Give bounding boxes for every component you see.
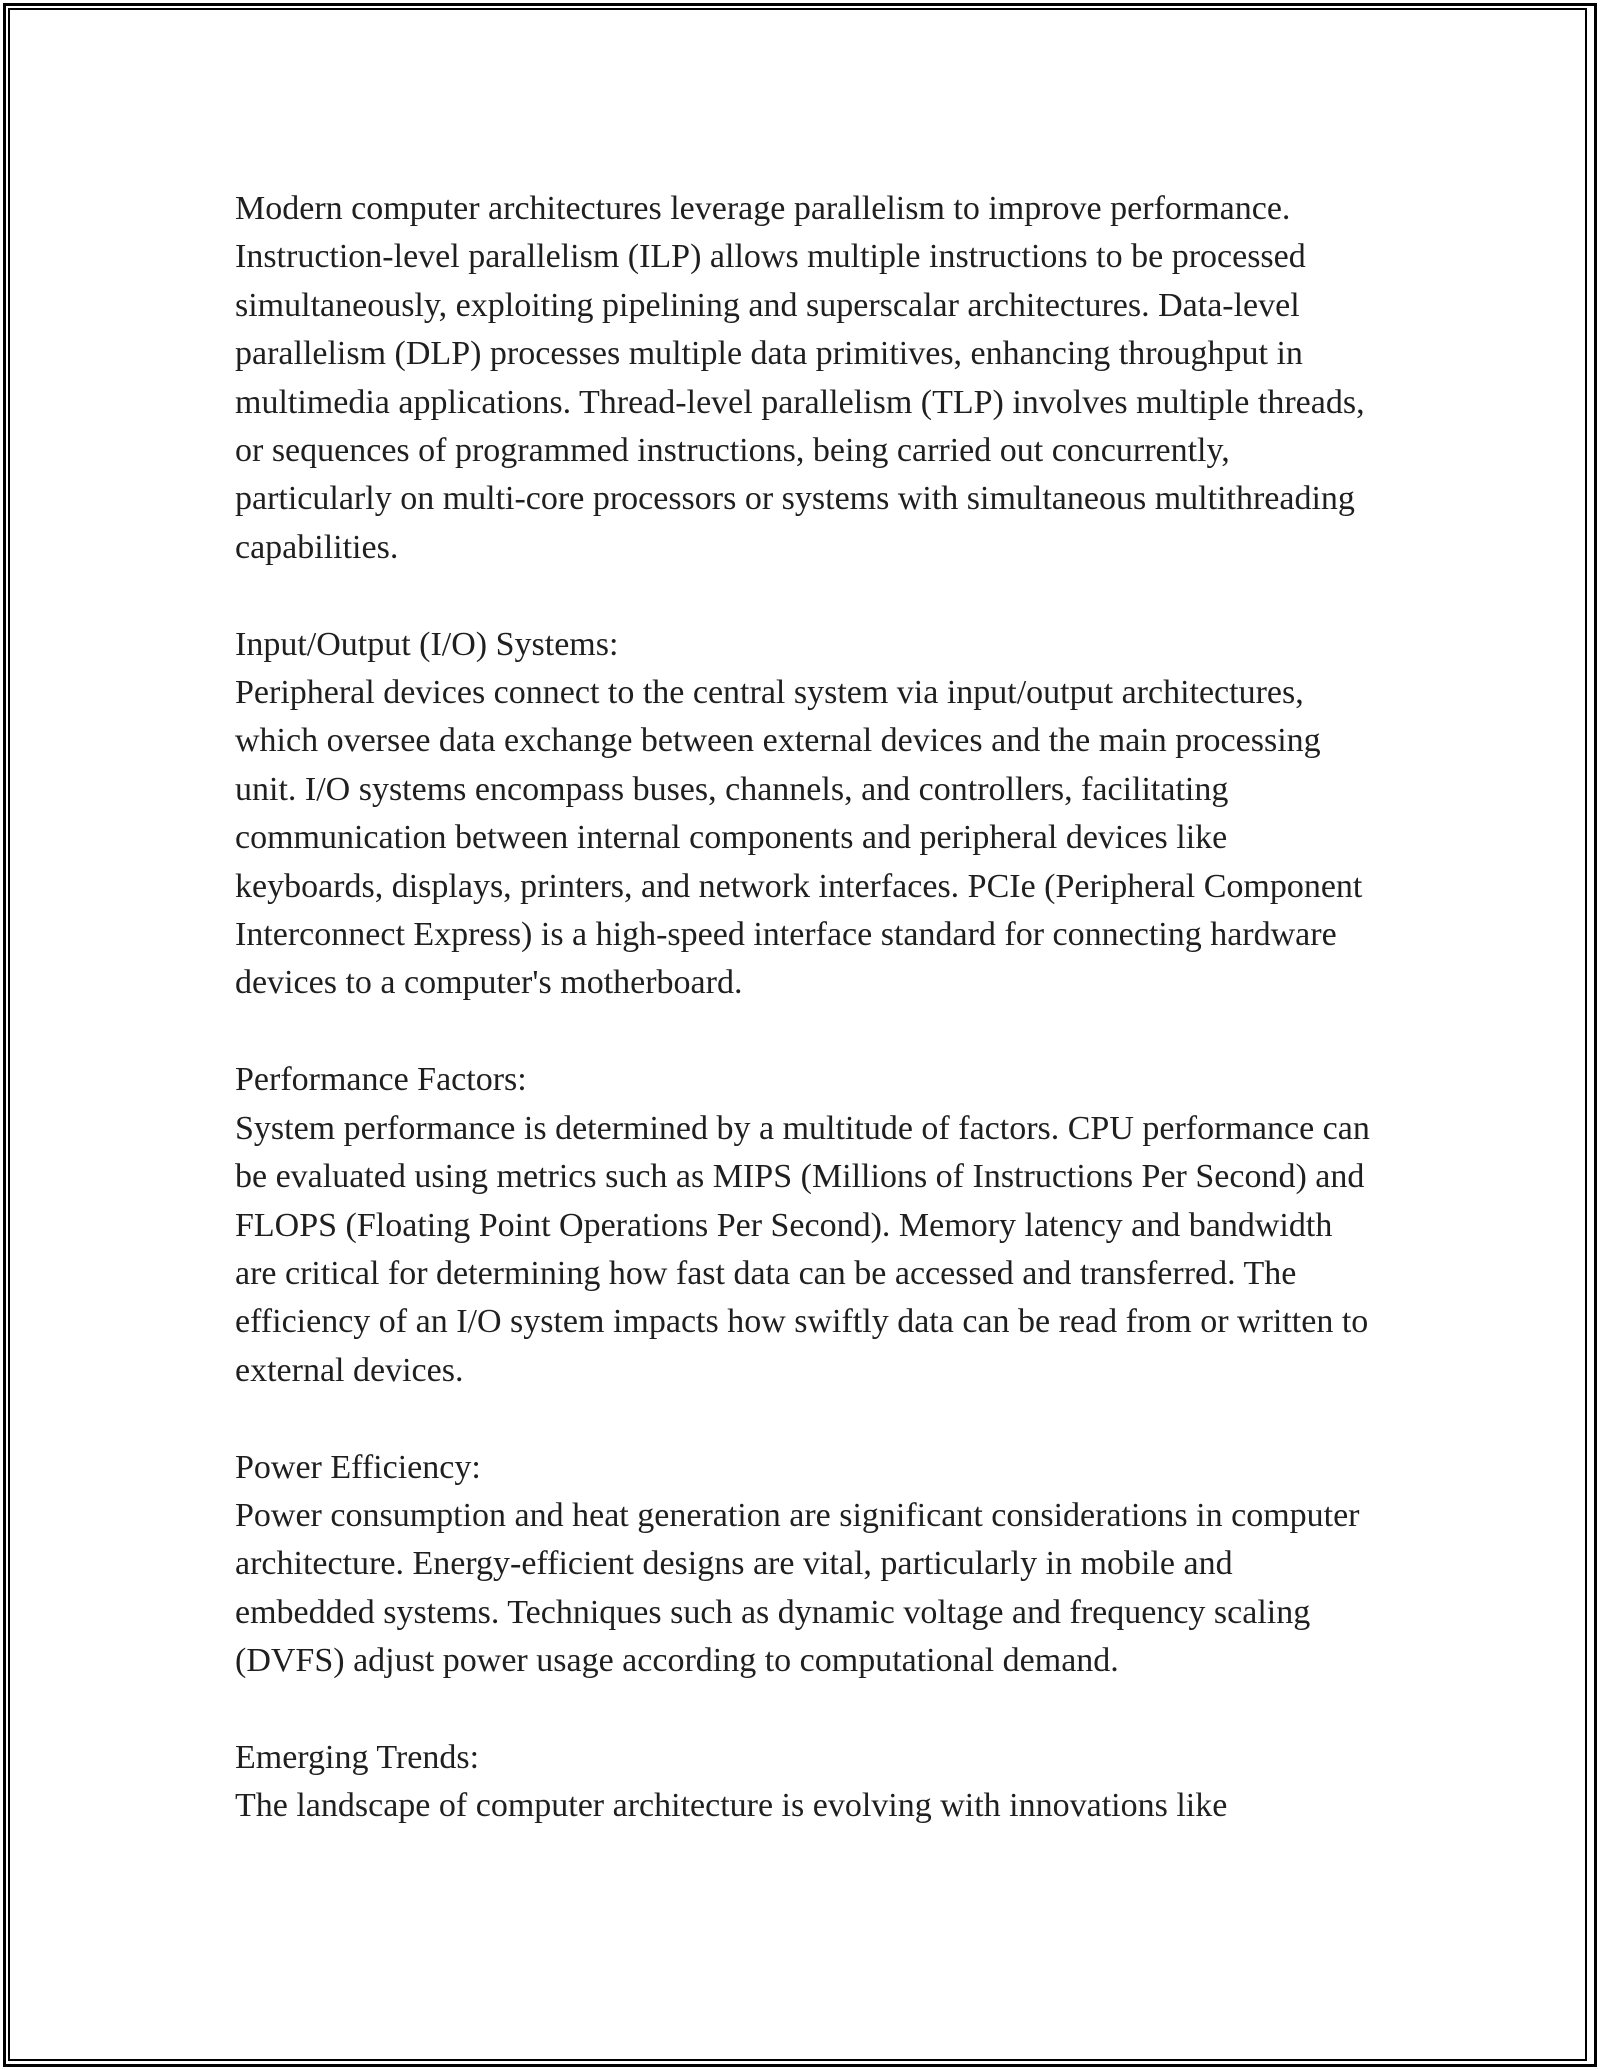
section-emerging-trends xyxy=(235,1734,1375,1831)
section-heading: Power Efficiency: xyxy=(235,1448,481,1486)
section-heading: Input/Output (I/O) Systems: xyxy=(235,625,619,663)
section-io-systems xyxy=(235,621,1375,1008)
section-paragraph: System performance is determined by a multitude of factors. CPU performance can be evaluated using metrics such as MIPS (Millions of Instructions Per Second) and FLOPS (Floating Point Operations Per Second). Memory latency and bandwidth are critical for determining how fast data can be accessed and transferred. The efficiency of an I/O system impacts how swiftly data can be read from or written to external devices. xyxy=(235,1109,1370,1389)
section-performance-factors xyxy=(235,1056,1375,1395)
section-power-efficiency xyxy=(235,1444,1375,1686)
section-heading: Emerging Trends: xyxy=(235,1738,480,1776)
document-body xyxy=(235,185,1375,1831)
section-paragraph: The landscape of computer architecture is evolving with innovations like xyxy=(235,1787,1228,1825)
section-paragraph: Power consumption and heat generation are significant considerations in computer architecture. Energy-efficient designs are vital, particularly in mobile and embedded systems. Techniques such as dynamic voltage and frequency scaling (DVFS) adjust power usage according to computational demand. xyxy=(235,1496,1360,1680)
section-paragraph: Peripheral devices connect to the central system via input/output architectures, which oversee data exchange between external devices and the main processing unit. I/O systems encompass buses, channels, and controllers, facilitating communication between internal components and peripheral devices like keyboards, displays, printers, and network interfaces. PCIe (Peripheral Component Interconnect Express) is a high-speed interface standard for connecting hardware devices to a computer's motherboard. xyxy=(235,674,1363,1002)
intro-paragraph: Modern computer architectures leverage parallelism to improve performance. Instruction-level parallelism (ILP) allows multiple instructions to be processed simultaneously, exploiting pipelining and superscalar architectures. Data-level parallelism (DLP) processes multiple data primitives, enhancing throughput in multimedia applications. Thread-level parallelism (TLP) involves multiple threads, or sequences of programmed instructions, being carried out concurrently, particularly on multi-core processors or systems with simultaneous multithreading capabilities. xyxy=(235,190,1365,566)
section-heading: Performance Factors: xyxy=(235,1061,527,1099)
